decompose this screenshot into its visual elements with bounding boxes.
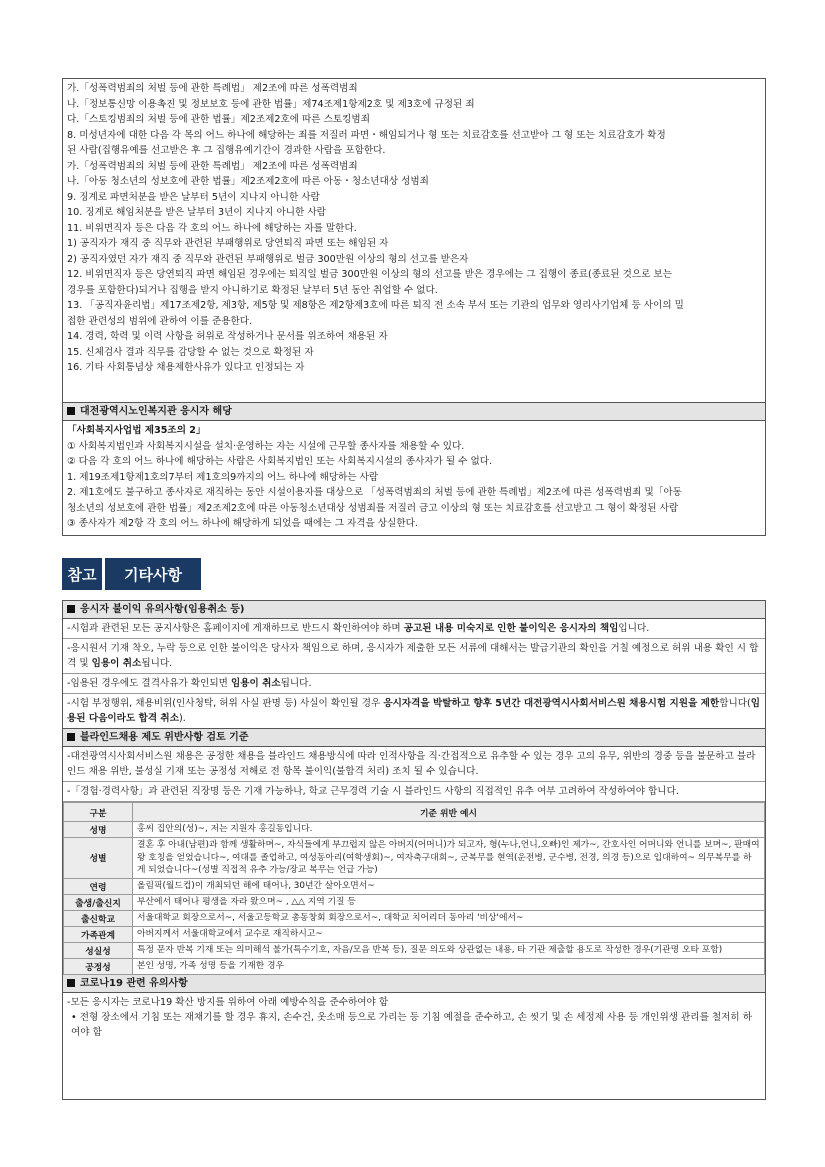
text-line: 9. 징계로 파면처분을 받은 날부터 5년이 지나지 아니한 사람 [67,191,320,203]
blind-body [63,747,765,975]
row-example: 부산에서 태어나 평생을 자라 왔으며~ , △△ 지역 기질 등 [133,894,765,910]
text-line: 2. 제1호에도 불구하고 종사자로 재직하는 동안 시설이용자를 대상으로 「성폭력범죄의 처벌 등에 관한 특례법」제2조에 따른 성폭력범죄 및「아동 [67,487,682,498]
table-row [64,958,765,974]
row-example: 결혼 후 아내(남편)과 함께 생활하며~, 자식들에게 부끄럽지 않은 아버지(어머니)가 되고자, 형(누나,언니,오빠)인 제가~, 간호사인 어머니와 언니를 보며~, 판매여왕 호칭을 얻었습니다~, 여대를 졸업하고, 여성동아리(여학생회)~, 여자축구대회~, 군복무를 현역(운전병, 군수병, 전경, 의경 등)으로 입대하여~ 의무복무를 하게 되었습니다~(성별 직접적 유추 가능/장교 복무는 언급 가능) [133,838,765,879]
reference-label: 기타사항 [105,558,201,590]
table-row [64,910,765,926]
text-line: ① 사회복지법인과 사회복지시설을 설치·운영하는 자는 시설에 근무할 종사자를 채용할 수 있다. [67,440,465,452]
row-category: 출신학교 [64,910,133,926]
text-line: 가.「성폭력범죄의 처벌 등에 관한 특례법」 제2조에 따른 성폭력범죄 [67,83,358,94]
caution-para-2: -응시원서 기재 착오, 누락 등으로 인한 불이익은 당사자 책임으로 하며, 응시자가 제출한 모든 서류에 대해서는 발급기관의 확인을 거칠 예정으로 허위 내용 확인 시 합격 및 임용이 취소됩니다. [63,639,765,674]
covid-header: 코로나19 관련 유의사항 [63,975,765,993]
row-category: 성별 [64,838,133,879]
text-line: 접한 관련성의 범위에 관하여 이를 준용한다. [67,315,253,327]
text-line: 청소년의 성보호에 관한 법률」제2조제2호에 따른 아동청소년대상 성범죄를 저질러 금고 이상의 형 또는 치료감호를 선고받고 그 형이 확정된 사람 [67,502,679,514]
text-line: 12. 비위면직자 등은 당연퇴직 파면 해임된 경우에는 퇴직일 벌금 300만원 이상의 형의 선고를 받은 경우에는 그 집행이 종료(종료된 것으로 보는 [67,269,672,280]
senior-welfare-header: 대전광역시노인복지관 응시자 해당 [63,403,765,421]
row-category: 성실성 [64,942,133,958]
square-bullet-icon [67,733,75,741]
misc-box [62,600,766,1100]
text-line: 나.「아동 청소년의 성보호에 관한 법률」제2조제2호에 따른 아동・청소년대상 성범죄 [67,176,429,187]
table-row [64,838,765,879]
covid-para-2: • 전형 장소에서 기침 또는 재채기를 할 경우 휴지, 손수건, 옷소매 등으로 가리는 등 기침 예절을 준수하고, 손 씻기 및 손 세정제 사용 등 개인위생 관리를 철저히 하여야 함 [71,1011,753,1038]
table-row [64,878,765,894]
table-row [64,926,765,942]
blind-header: 블라인드채용 제도 위반사항 검토 기준 [63,728,765,747]
row-example: 올림픽(월드컵)이 개최되던 해에 태어나, 30년간 살아오면서~ [133,878,765,894]
text-line: 13. 「공직자윤리법」제17조제2항, 제3항, 제5항 및 제8항은 제2항제3호에 따른 퇴직 전 소속 부서 또는 기관의 업무와 영리사기업체 등 사이의 밀 [67,300,684,311]
caution-para-3: -임용된 경우에도 결격사유가 확인되면 임용이 취소됩니다. [63,674,765,694]
text-line: 1) 공직자가 재직 중 직무와 관련된 부패행위로 당연퇴직 파면 또는 해임된 자 [67,238,389,249]
caution-body [63,619,765,728]
row-category: 공정성 [64,958,133,974]
row-example: 특정 문자 반복 기재 또는 의미해석 불가(특수기호, 자음/모음 반복 등), 질문 의도와 상관없는 내용, 타 기관 제출할 용도로 작성한 경우(기관명 오타 포함) [133,942,765,958]
text-line: 8. 미성년자에 대한 다음 각 목의 어느 하나에 해당하는 죄를 저질러 파면・해임되거나 형 또는 치료감호를 선고받아 그 형 또는 치료감호가 확정 [67,129,666,141]
row-category: 가족관계 [64,926,133,942]
disqualification-list [67,81,761,376]
text-line: ② 다음 각 호의 어느 하나에 해당하는 사람은 사회복지법인 또는 사회복지시설의 종사자가 될 수 없다. [67,456,493,467]
text-line: 가.「성폭력범죄의 처벌 등에 관한 특례법」 제2조에 따른 성폭력범죄 [67,160,358,172]
row-category: 출생/출신지 [64,894,133,910]
reference-title [62,558,201,590]
row-category: 성명 [64,822,133,838]
text-line: 나.「정보통신망 이용촉진 및 정보보호 등에 관한 법률」제74조제1항제2호 및 제3호에 규정된 죄 [67,98,475,110]
law-title: 「사회복지사업법 제35조의 2」 [67,425,206,436]
caution-para-1: -시험과 관련된 모든 공지사항은 홈페이지에 게재하므로 반드시 확인하여야 하며 공고된 내용 미숙지로 인한 불이익은 응시자의 책임입니다. [63,619,765,639]
text-line: 2) 공직자였던 자가 재직 중 직무와 관련된 부패행위로 벌금 300만원 이상의 형의 선고를 받은자 [67,253,469,265]
table-header-example: 기준 위반 예시 [133,803,765,822]
square-bullet-icon [67,407,75,415]
row-example: 본인 성명, 가족 성명 등을 기재한 경우 [133,958,765,974]
caution-para-4: -시험 부정행위, 채용비위(인사청탁, 허위 사실 판명 등) 사실이 확인될 경우 응시자격을 박탈하고 향후 5년간 대전광역시사회서비스원 채용시험 지원을 제한합니다(임용된 다음이라도 합격 취소). [67,698,761,724]
text-line: 16. 기타 사회통념상 채용제한사유가 있다고 인정되는 자 [67,362,305,373]
table-row [64,894,765,910]
text-line: 14. 경력, 학력 및 이력 사항을 허위로 작성하거나 문서를 위조하여 채용된 자 [67,331,388,342]
row-example: 아버지께서 서울대학교에서 교수로 재직하시고~ [133,926,765,942]
text-line: 11. 비위면직자 등은 다음 각 호의 어느 하나에 해당하는 자를 말한다. [67,222,357,234]
senior-law-lines [67,439,761,532]
text-line: 다.「스토킹범죄의 처벌 등에 관한 법률」제2조제2호에 따른 스토킹범죄 [67,114,370,125]
row-category: 연령 [64,878,133,894]
reference-tag: 참고 [62,558,102,590]
table-row [64,822,765,838]
blind-violation-table [63,802,765,975]
text-line: 15. 신체검사 결과 직무를 감당할 수 없는 것으로 확정된 자 [67,346,314,358]
covid-body [63,993,765,1042]
text-line: 10. 징계로 해임처분을 받은 날부터 3년이 지나지 아니한 사람 [67,207,326,218]
text-line: 경우를 포함한다)되거나 집행을 받지 아니하기로 확정된 날부터 5년 동안 취업할 수 없다. [67,284,438,296]
text-line: 1. 제19조제1항제1호의7부터 제1호의9까지의 어느 하나에 해당하는 사람 [67,471,379,483]
disqualification-box [62,78,766,406]
text-line: ③ 종사자가 제2항 각 호의 어느 하나에 해당하게 되었을 때에는 그 자격을 상실한다. [67,518,418,529]
covid-para-1: -모든 응시자는 코로나19 확산 방지를 위하여 아래 예방수칙을 준수하여야 함 [67,996,389,1008]
square-bullet-icon [67,605,75,613]
text-line: 된 사람(집행유예를 선고받은 후 그 집행유예기간이 경과한 사람을 포함한다. [67,145,386,156]
senior-welfare-box [62,402,766,536]
table-row [64,942,765,958]
row-example: 서울대학교 회장으로서~, 서울고등학교 총동창회 회장으로서~, 대학교 치어리더 동아리 '비상'에서~ [133,910,765,926]
blind-para-1: -대전광역시사회서비스원 채용은 공정한 채용을 블라인드 채용방식에 따라 인적사항을 직·간접적으로 유추할 수 있는 경우 고의 유무, 위반의 경중 등을 불문하고 블라인드 채용 위반, 불성실 기재 또는 공정성 저해로 전 항목 불이익(불합격 처리) 조치 될 수 있습니다. [63,747,765,782]
blind-para-2: -「경험·경력사항」과 관련된 직장명 등은 기재 가능하나, 학교 근무경력 기술 시 블라인드 사항의 직접적인 유추 여부 고려하여 작성하여야 합니다. [63,782,765,802]
caution-header: 응시자 불이익 유의사항(임용취소 등) [63,601,765,619]
table-header-category: 구분 [64,803,133,822]
row-example: 홍씨 집안의(성)~, 저는 지원자 홍길동입니다. [133,822,765,838]
square-bullet-icon [67,979,75,987]
